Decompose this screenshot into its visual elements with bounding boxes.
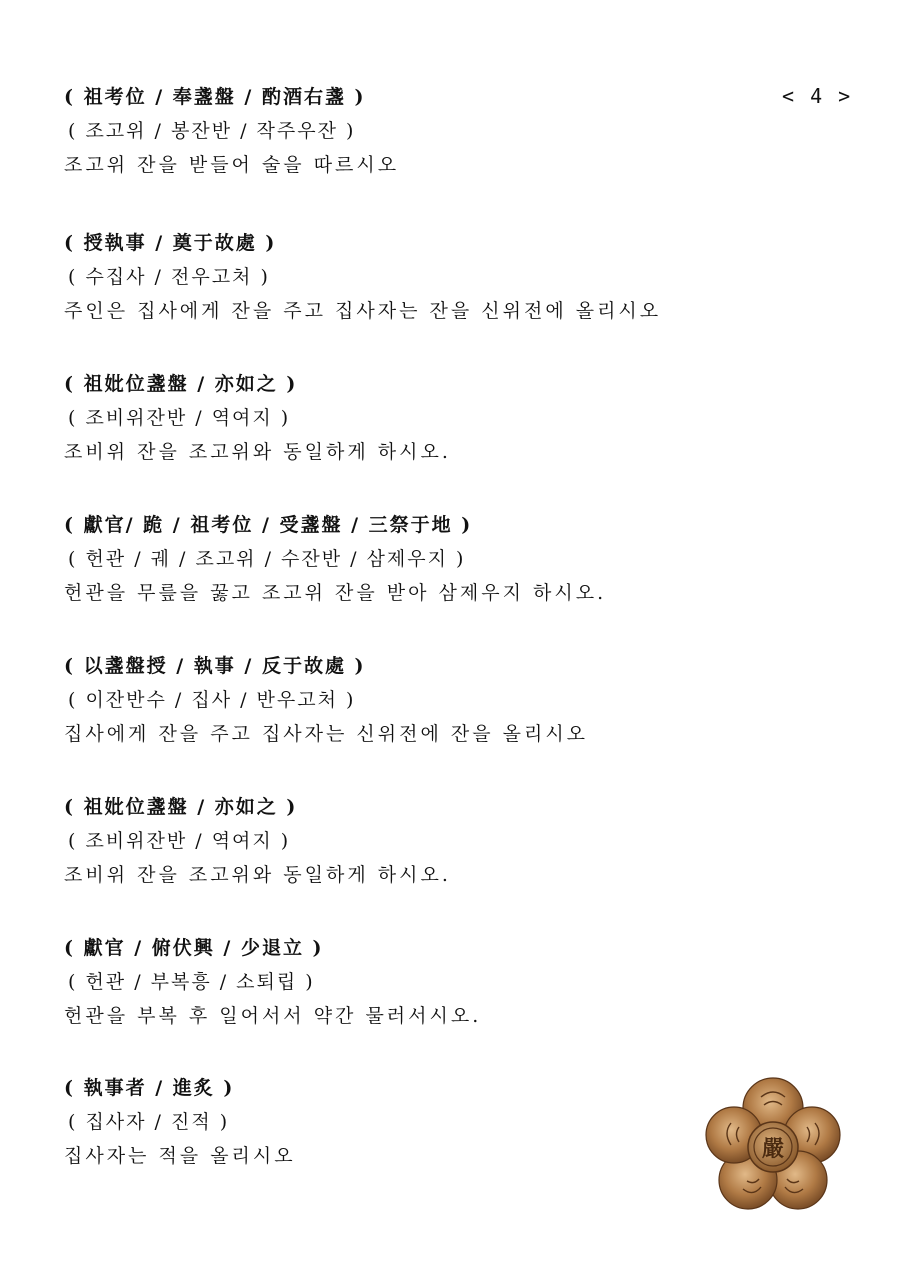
step-reading: ( 이잔반수 / 집사 / 반우고처 ) [68,689,356,711]
plum-blossom-seal-icon [703,1077,843,1212]
step-reading: ( 집사자 / 진적 ) [68,1111,230,1133]
step-hanja: ( 祖妣位盞盤 / 亦如之 ) [64,373,298,395]
step-hanja: ( 執事者 / 進炙 ) [64,1077,235,1099]
ritual-step-4 [64,508,844,610]
step-description: 집사자는 적을 올리시오 [64,1145,296,1167]
ritual-step-2 [64,226,844,328]
step-hanja: ( 獻官 / 俯伏興 / 少退立 ) [64,937,324,959]
ritual-step-6 [64,790,844,892]
step-description: 집사에게 잔을 주고 집사자는 신위전에 잔을 올리시오 [64,723,589,745]
ritual-step-1 [64,80,844,182]
step-reading: ( 헌관 / 부복흥 / 소퇴립 ) [68,971,315,993]
ritual-step-3 [64,367,844,469]
step-reading: ( 헌관 / 궤 / 조고위 / 수잔반 / 삼제우지 ) [68,548,466,570]
step-description: 조비위 잔을 조고위와 동일하게 하시오. [64,441,451,463]
page-number: < 4 > [782,84,853,108]
step-hanja: ( 祖妣位盞盤 / 亦如之 ) [64,796,298,818]
step-description: 헌관을 부복 후 일어서서 약간 물러서시오. [64,1005,482,1027]
step-description: 조비위 잔을 조고위와 동일하게 하시오. [64,864,451,886]
ritual-step-5 [64,649,844,751]
step-description: 헌관을 무릎을 꿇고 조고위 잔을 받아 삼제우지 하시오. [64,582,607,604]
step-description: 조고위 잔을 받들어 술을 따르시오 [64,154,400,176]
step-hanja: ( 以盞盤授 / 執事 / 反于故處 ) [64,655,366,677]
step-description: 주인은 집사에게 잔을 주고 집사자는 잔을 신위전에 올리시오 [64,300,662,322]
step-reading: ( 조비위잔반 / 역여지 ) [68,407,291,429]
step-hanja: ( 祖考位 / 奉盞盤 / 酌酒右盞 ) [64,86,366,108]
step-hanja: ( 獻官/ 跪 / 祖考位 / 受盞盤 / 三祭于地 ) [64,514,473,536]
step-reading: ( 수집사 / 전우고처 ) [68,266,270,288]
step-hanja: ( 授執事 / 奠于故處 ) [64,232,277,254]
step-reading: ( 조고위 / 봉잔반 / 작주우잔 ) [68,120,356,142]
ritual-step-7 [64,931,844,1033]
step-reading: ( 조비위잔반 / 역여지 ) [68,830,291,852]
seal-glyph: 嚴 [761,1136,785,1162]
